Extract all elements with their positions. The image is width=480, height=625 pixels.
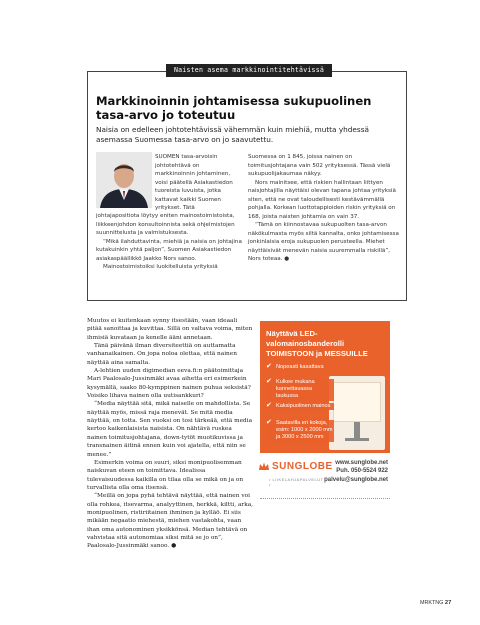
article-paragraph: Tänä päivänä ilman diversiteettiä on auttamatta vanhanaikainen. On jopa noloa olettaa, että nainen näyttää aina samalta. bbox=[87, 343, 237, 366]
inset-paragraph: “Tämä on kiinnostavaa sukupuolten tasa-arvon näkökulmasta myös siltä kannalta, onko johtamisessa jonkinlaisia eroja sukupuolen perusteella. Miehet näyttäisivät menevän naisia suuremmalla riskillä”, Nors toteaa. ● bbox=[248, 222, 399, 262]
brand-name: SUNGLOBE bbox=[272, 461, 333, 472]
divider bbox=[260, 498, 390, 499]
ad-feature-item: ✔ Nopeasti kasattava bbox=[266, 363, 324, 370]
check-icon: ✔ bbox=[266, 378, 272, 385]
advertisement[interactable] bbox=[260, 321, 390, 453]
magazine-name: MRKTNG bbox=[420, 600, 444, 606]
page-folio bbox=[420, 600, 460, 606]
ad-feature-item: ✔ Kaksipuolinen mainos bbox=[266, 403, 334, 410]
phone-number: Puh. 050-5524 922 bbox=[336, 468, 388, 475]
ad-footer bbox=[260, 455, 390, 493]
inset-title: Markkinoinnin johtamisessa sukupuolinen tasa-arvo jo toteutuu bbox=[96, 94, 372, 122]
inset-paragraph: Mainostoimistoiksi luokitelluista yrityksiä bbox=[103, 264, 218, 270]
article-paragraph: Muutos ei kuitenkaan synny itsestään, vaan ideaali pitää sanoittaa ja kuvittaa. Sillä on valtava voima, miten ihmisiä kuvataan ja kenelle ääni annetaan. bbox=[87, 318, 253, 341]
contact-info bbox=[322, 459, 388, 484]
ad-feature-item: ✔ Kulkee mukana kannettavassa laukussa bbox=[266, 379, 334, 401]
crown-logo-icon bbox=[259, 462, 269, 471]
inset-column-right bbox=[248, 153, 400, 264]
led-banner-illustration bbox=[329, 376, 385, 450]
brand-tagline: • LIIKELAHJAPALVELUT • bbox=[269, 477, 324, 487]
article-body bbox=[87, 317, 253, 551]
inset-paragraph: johtajapositiota löytyy eniten mainostoimistoista, liikkeenjohdon konsultoinnista sekä ohjelmistojen suunnittelusta ja valmistuksesta. bbox=[96, 213, 235, 236]
page-number: 27 bbox=[444, 600, 452, 606]
inset-paragraph: Nors mainitsee, että riskien hallintaan liittyen naisjohtajilla näyttäisi olevan tapana johtaa yrityksiä siten, että ne ovat taloudellisesti kestävämmällä pohjalla. Korkean luottotappioiden riskin yrityksiä on 168, joista naisten johtamia on vain 37. bbox=[248, 179, 396, 220]
inset-paragraph: “Mikä ilahduttavinta, miehiä ja naisia on johtajina kutakuinkin yhtä paljon”, Suomen Asiakastiedon asiakaspäällikkö Jaakko Nors sanoo. bbox=[96, 238, 242, 262]
check-icon: ✔ bbox=[266, 402, 272, 409]
portrait-photo bbox=[96, 152, 152, 208]
article-paragraph: “Meillä on jopa pyhä tehtävä näyttää, että nainen voi olla rohkea, itsevarma, analyyttinen, herkkä, kiltti, arka, monipuolinen, ristiriitainen ihminen ja kylläö. Ei siis mikään negaatio miehestä, miehen vastakohta, vaan ihan oma autonominen yksikkönsä. Median tehtävä on vahvistaa sitä autonomiaa siksi mitä se jo on”, Paalosalo-Jussinmäki sanoo. ● bbox=[87, 493, 254, 550]
article-paragraph: Esimerkin voima on suuri, siksi monipuolisemman naiskuvan eteen on toimittava. Idealissa tulevaisuudessa kaikilla on tilaa olla se mikä on ja on turvallista olla oma itsensä. bbox=[87, 459, 244, 491]
ad-headline: Näyttävä LED-valomainosbanderolli TOIMISTOON ja MESSUILLE bbox=[266, 329, 368, 358]
section-tag: Naisten asema markkinointitehtävissä bbox=[166, 64, 332, 77]
inset-column-intro bbox=[155, 153, 241, 213]
check-icon: ✔ bbox=[266, 363, 272, 370]
inset-lead: Naisia on edelleen johtotehtävissä vähemmän kuin miehiä, mutta yhdessä asemassa Suomessa tasa-arvo on jo saavutettu. bbox=[96, 125, 369, 144]
website-link[interactable]: www.sunglobe.net bbox=[335, 460, 388, 466]
check-icon: ✔ bbox=[266, 419, 272, 426]
inset-column-left bbox=[96, 212, 246, 272]
ad-feature-item: ✔ Saatavilla eri kokoja, esim: 1000 x 2000 mm ja 3000 x 2500 mm bbox=[266, 419, 333, 441]
inset-intro-paragraph: SUOMEN tasa-arvoisin johtotehtävä on markkinoinnin johtaminen, voisi päätellä Asiakastiedon tuoreista luvuista, jotka kattavat kaikki Suomen yritykset. Tätä bbox=[155, 154, 233, 211]
email-link[interactable]: palvelu@sunglobe.net bbox=[324, 476, 388, 483]
inset-paragraph: Suomessa on 1 845, joissa nainen on toimitusjohtajana vain 502 yrityksessä. Tässä vielä sukupuolijakaumaa näkyy. bbox=[248, 154, 391, 177]
article-paragraph: A-lehtien uuden digimedian eeva.fi:n päätoimittaja Mari Paalosalo-Jussinmäki avaa aihetta eri esimerkein kysymällä, saako 80-kymppinen nainen puhua seksistä? Voisiko lihava nainen olla uutisankkuri? bbox=[87, 368, 251, 400]
article-paragraph: “Media näyttää sitä, mikä naiselle on mahdollista. Se näyttää myös, missä raja menevät. Se mitä media näyttää, on totta. Sen vuoksi on tosi tärkeää, että media kertoo kaikenlaisista naisista. On nähtävä ruskea nainen toimitusjohtajana, down-tytöt muotikuvissa ja transnainen äitinä ennen kuin voi ajatella, että niin se menee.” bbox=[87, 401, 253, 458]
